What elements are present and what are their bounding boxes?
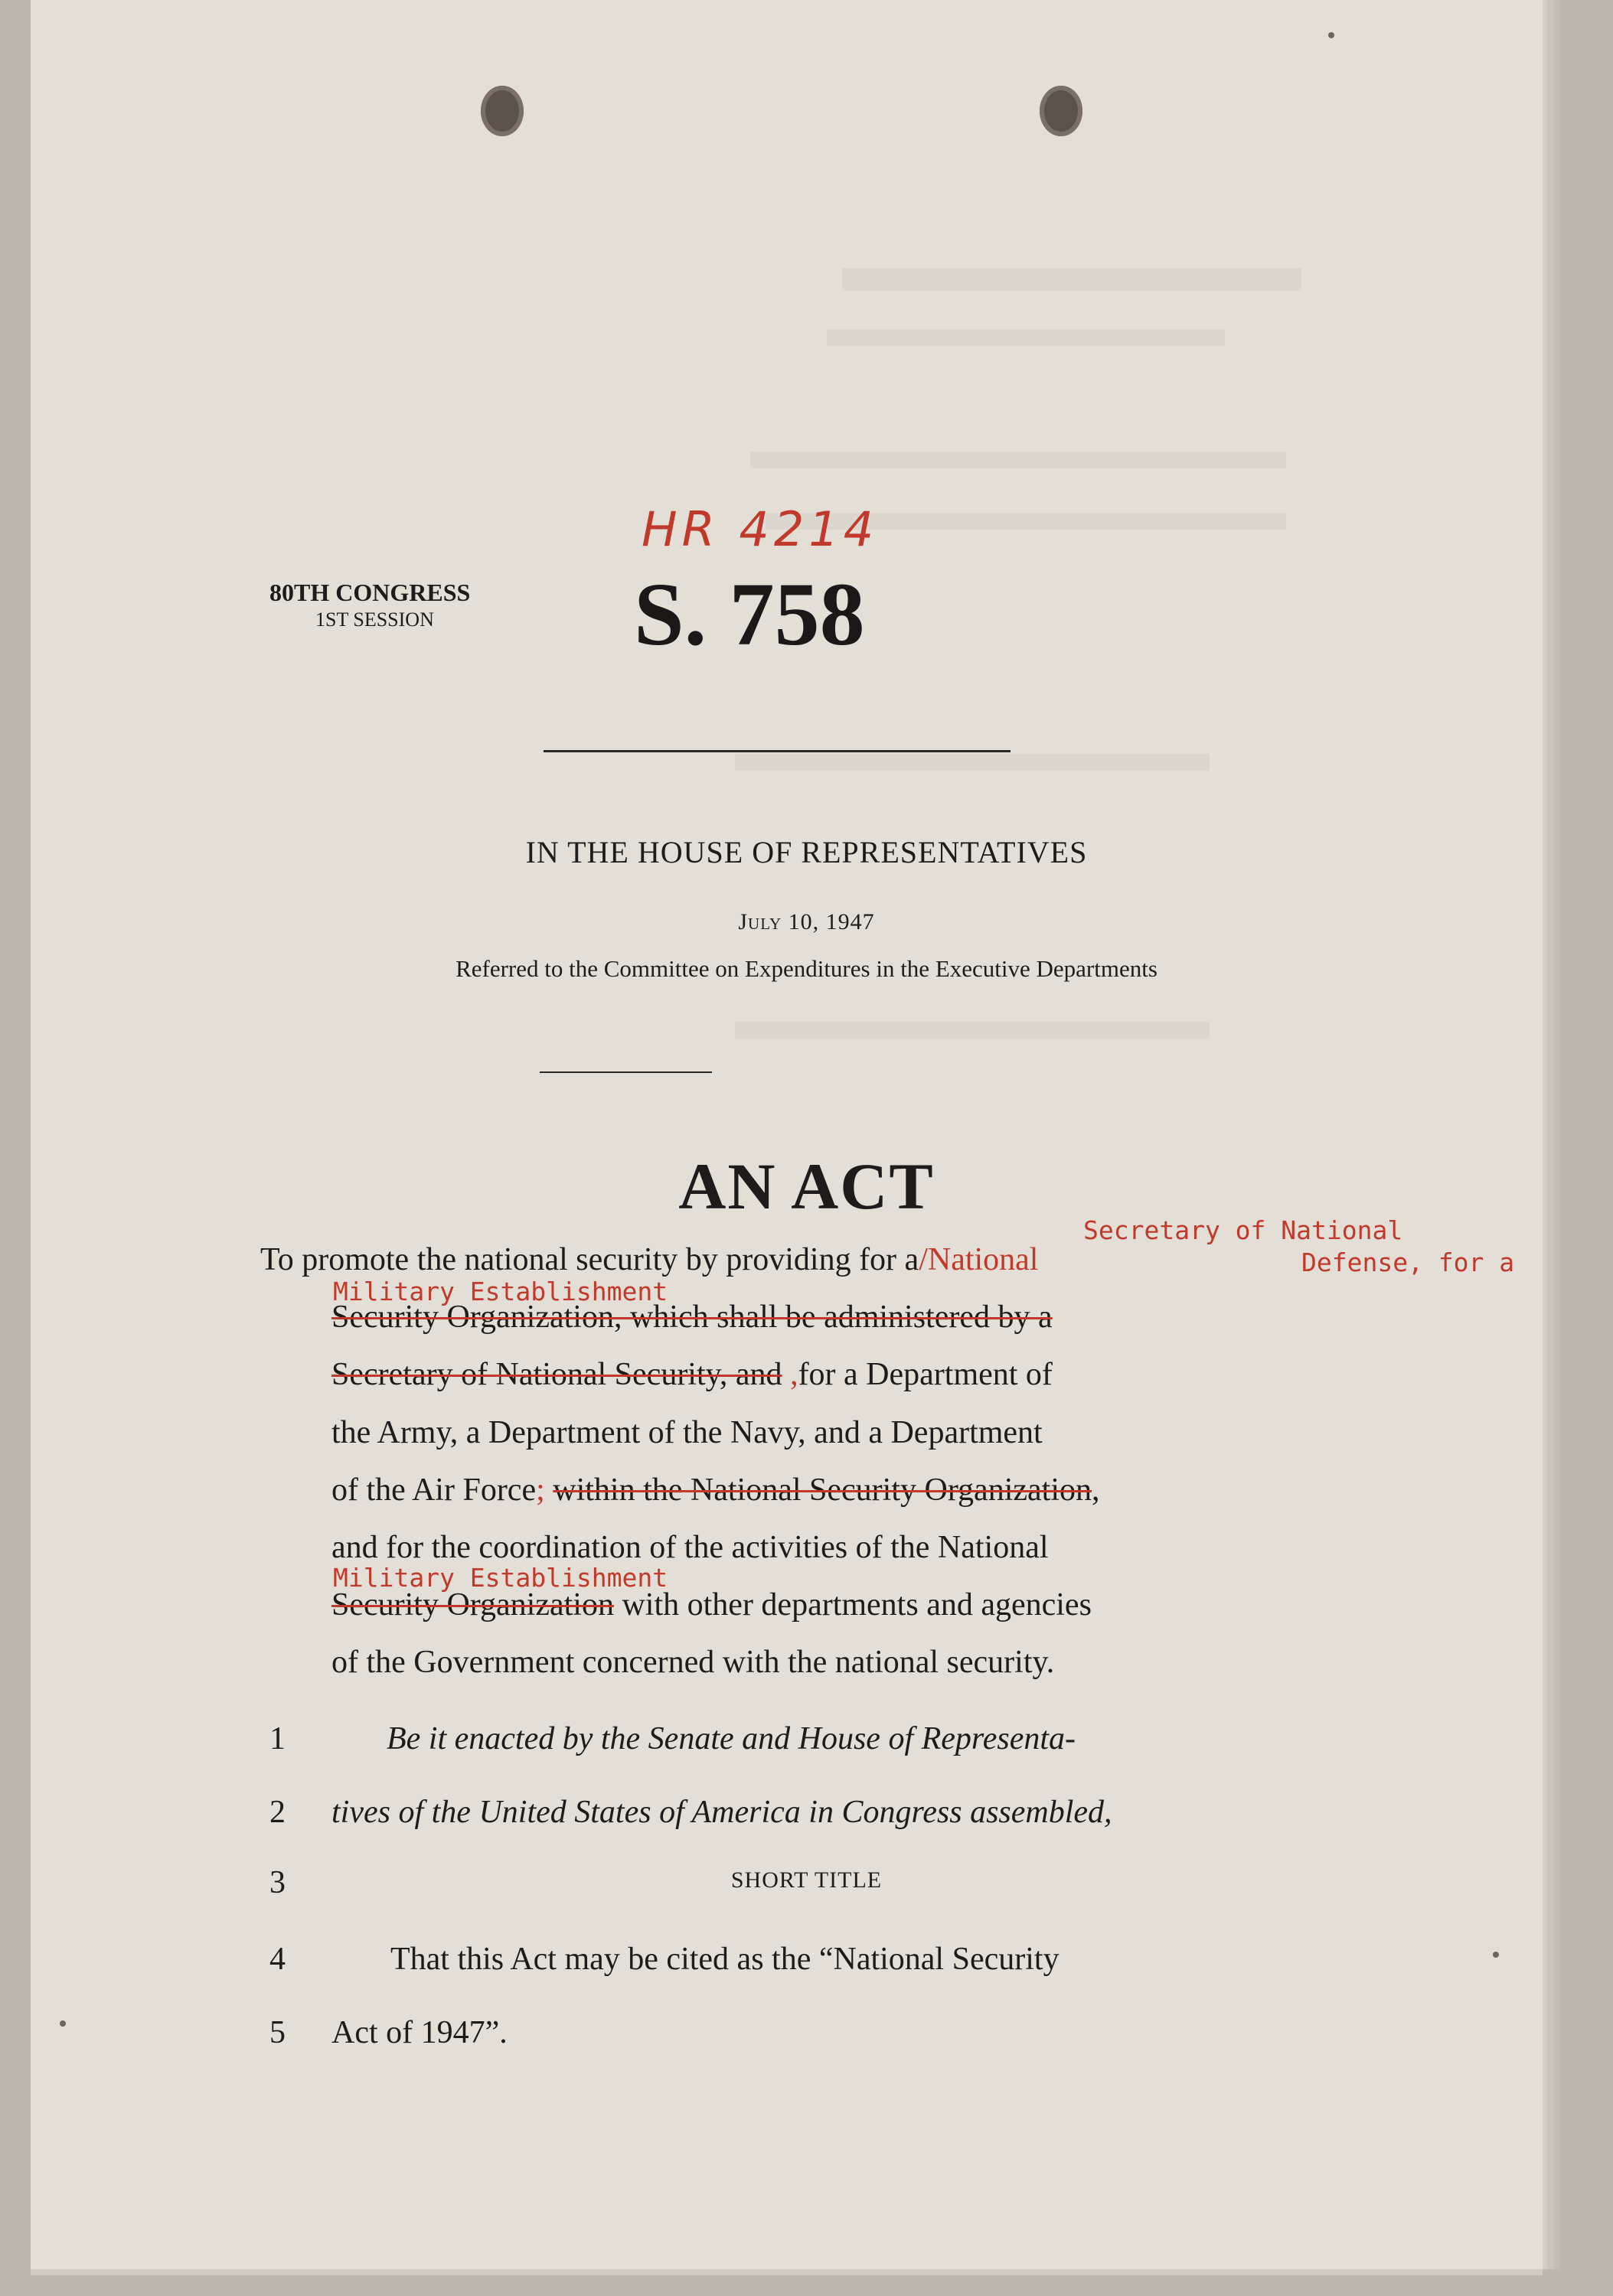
line-number-4: 4 [269, 1942, 286, 1977]
insertion-secretary-line1: Secretary of National [1083, 1215, 1403, 1245]
preamble-line-6: and for the coordination of the activities of the National [331, 1530, 1049, 1565]
short-title-heading: SHORT TITLE [730, 1867, 883, 1893]
preamble-line-3-text: for a Department of [798, 1357, 1053, 1392]
insertion-secretary-line2: Defense, for a [1301, 1247, 1515, 1277]
preamble-line-1-insert-mark: /National [919, 1242, 1039, 1277]
document-page [31, 0, 1543, 2269]
preamble-line-5-text: of the Air Force [331, 1473, 537, 1508]
divider-top [544, 750, 1011, 752]
line-number-5: 5 [269, 2015, 286, 2050]
paper-speck [60, 2020, 66, 2027]
divider-middle [540, 1071, 712, 1073]
preamble-line-3: Secretary of National Security, and ,for a Department of [331, 1357, 1053, 1392]
section-line-4: That this Act may be cited as the “National Security [390, 1942, 1060, 1977]
act-title: AN ACT [678, 1150, 935, 1223]
enacting-line-2: tives of the United States of America in Congress assembled, [331, 1795, 1112, 1830]
insertion-military-establishment-2: Military Establishment [333, 1563, 668, 1593]
line-number-1: 1 [269, 1721, 286, 1756]
congress-label: 80TH CONGRESS [269, 579, 471, 606]
house-heading: IN THE HOUSE OF REPRESENTATIVES [525, 835, 1088, 869]
bill-number: S. 758 [634, 564, 865, 664]
preamble-line-1 [260, 1241, 1038, 1278]
punch-hole-left [481, 86, 524, 136]
preamble-line-5-struck: within the National Security Organization [553, 1473, 1092, 1508]
handwritten-note: HR 4214 [642, 501, 879, 557]
preamble-line-4: the Army, a Department of the Navy, and a Department [331, 1415, 1043, 1450]
enacting-line-1: Be it enacted by the Senate and House of Representa- [387, 1721, 1076, 1756]
preamble-line-3-struck: Secretary of National Security, and [331, 1357, 782, 1392]
preamble-line-7 [331, 1587, 1092, 1623]
preamble-line-2-struck: Security Organization, which shall be administered by a [331, 1300, 1053, 1335]
date-line: July 10, 1947 [738, 909, 875, 934]
punch-hole-right [1040, 86, 1082, 136]
preamble-line-5-end: , [1092, 1473, 1100, 1508]
insertion-military-establishment-1: Military Establishment [333, 1277, 668, 1306]
preamble-line-1-text: To promote the national security by providing for a [260, 1242, 919, 1277]
preamble-line-7-text: with other departments and agencies [622, 1587, 1092, 1623]
preamble-line-2 [331, 1299, 1053, 1336]
session-label: 1ST SESSION [315, 608, 434, 631]
section-line-5: Act of 1947”. [331, 2015, 508, 2050]
preamble-line-7-struck: Security Organization [331, 1587, 614, 1623]
preamble-line-5: of the Air Force; within the National Security Organization, [331, 1473, 1100, 1508]
paper-speck [1493, 1952, 1499, 1958]
line-number-2: 2 [269, 1795, 286, 1830]
preamble-line-8: of the Government concerned with the national security. [331, 1645, 1055, 1680]
referral-line: Referred to the Committee on Expenditures in the Executive Departments [455, 955, 1158, 982]
paper-speck [1328, 32, 1334, 38]
line-number-3: 3 [269, 1865, 286, 1900]
